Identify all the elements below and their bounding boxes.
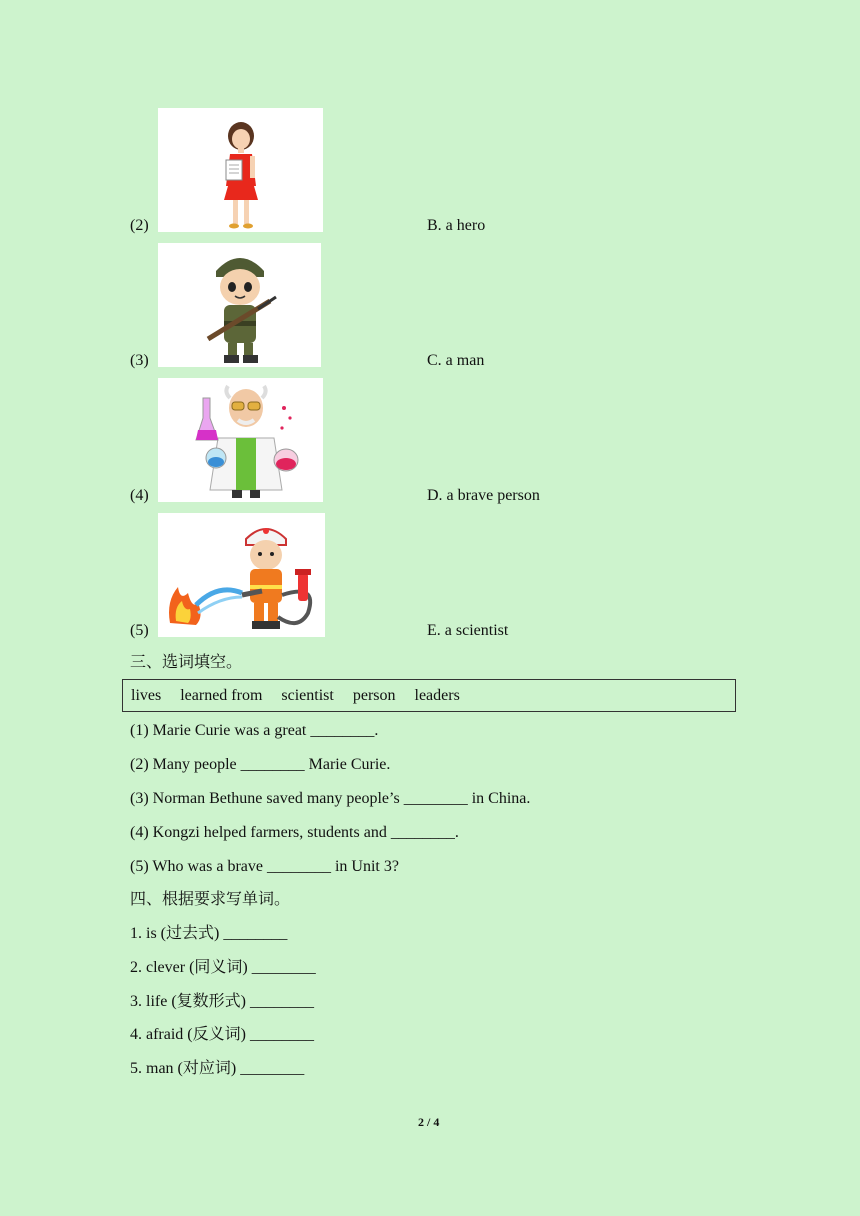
word-item: 4. afraid (反义词) ________: [130, 1026, 314, 1043]
word-bank-item: learned from: [180, 687, 263, 704]
section4-heading: 四、根据要求写单词。: [130, 891, 291, 908]
match-number: (3): [130, 352, 149, 369]
picture-firefighter: [158, 513, 325, 637]
word-item: 3. life (复数形式) ________: [130, 993, 314, 1010]
match-option: B. a hero: [427, 217, 486, 234]
word-item: 2. clever (同义词) ________: [130, 959, 316, 976]
word-item: 5. man (对应词) ________: [130, 1060, 305, 1077]
page-number: 2 / 4: [418, 1115, 440, 1129]
picture-woman: [158, 108, 323, 232]
match-number: (5): [130, 622, 149, 639]
section3-heading: 三、选词填空。: [130, 654, 243, 671]
picture-soldier: [158, 243, 321, 367]
fill-sentence: (4) Kongzi helped farmers, students and ________.: [130, 824, 459, 841]
word-bank-item: person: [352, 687, 396, 704]
fill-sentence: (1) Marie Curie was a great ________.: [130, 722, 379, 739]
picture-scientist: [158, 378, 323, 502]
fill-sentence: (2) Many people ________ Marie Curie.: [130, 756, 391, 773]
match-option: C. a man: [427, 352, 485, 369]
match-option: E. a scientist: [427, 622, 509, 639]
word-bank-item: lives: [131, 687, 162, 704]
match-number: (2): [130, 217, 149, 234]
match-option: D. a brave person: [427, 487, 540, 504]
match-number: (4): [130, 487, 149, 504]
word-bank-item: scientist: [281, 687, 334, 704]
word-bank-item: leaders: [414, 687, 460, 704]
word-item: 1. is (过去式) ________: [130, 925, 288, 942]
fill-sentence: (3) Norman Bethune saved many people’s ________ in China.: [130, 790, 531, 807]
fill-sentence: (5) Who was a brave ________ in Unit 3?: [130, 858, 399, 875]
word-bank: [122, 679, 736, 712]
